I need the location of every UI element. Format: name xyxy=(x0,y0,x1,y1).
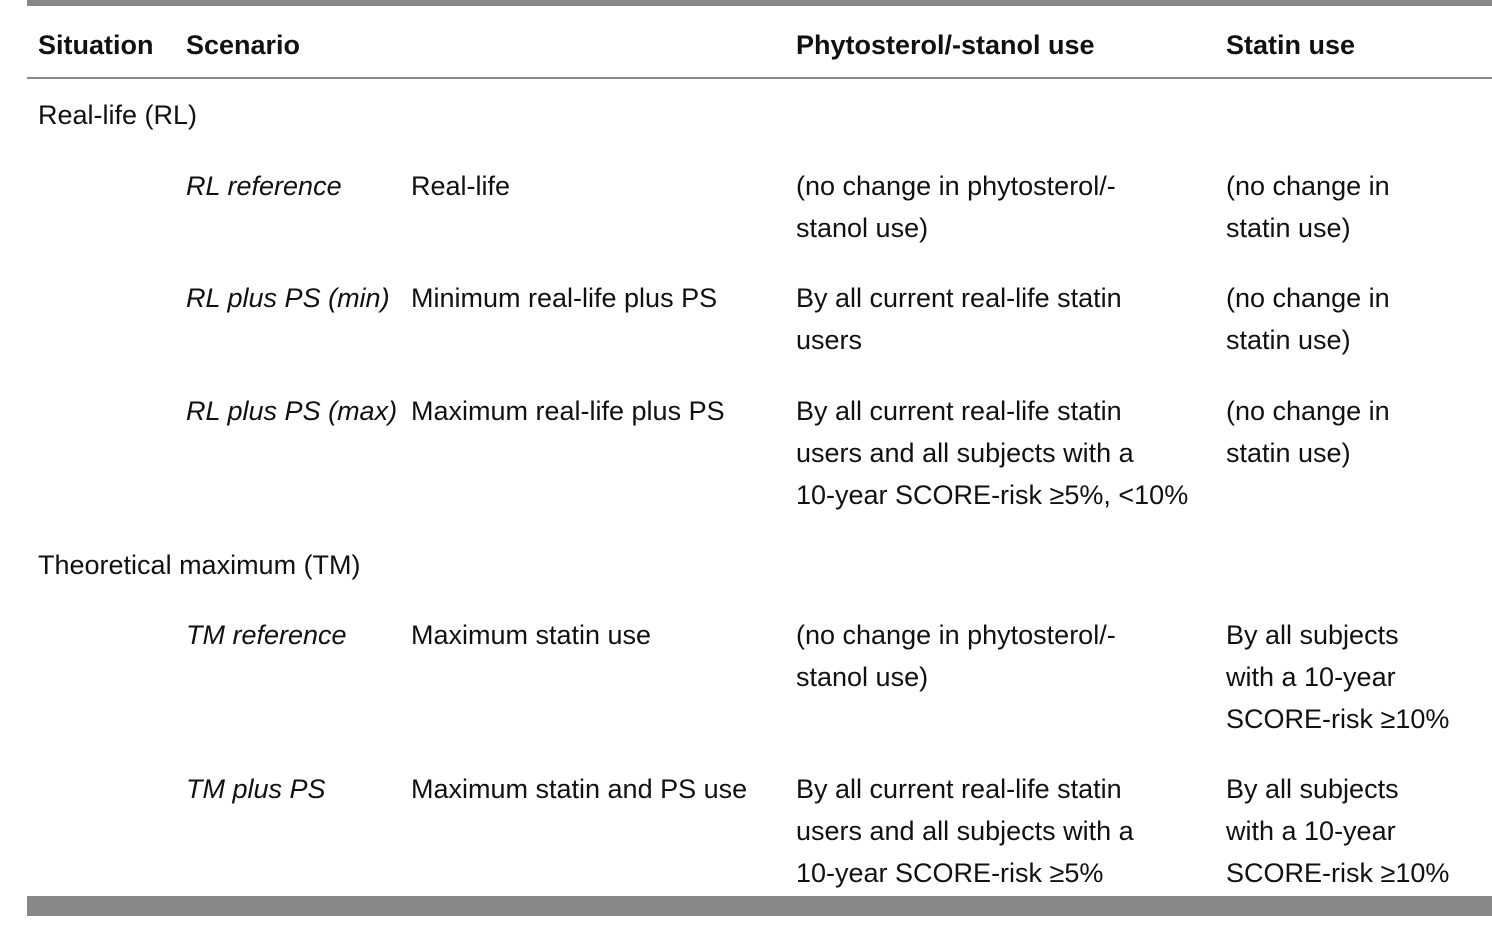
scenario-name: Real-life xyxy=(411,171,511,201)
phytosterol-use: By all current real-life statin xyxy=(796,283,1122,313)
statin-use: with a 10-year xyxy=(1226,816,1396,846)
scenario-name: Minimum real-life plus PS xyxy=(411,283,718,313)
phytosterol-use: (no change in phytosterol/- xyxy=(796,620,1116,650)
scenario-code: TM reference xyxy=(186,620,347,650)
header-scenario: Scenario xyxy=(186,30,301,60)
scenario-code: TM plus PS xyxy=(186,774,326,804)
group-label: Real-life (RL) xyxy=(38,100,198,130)
header-statin: Statin use xyxy=(1226,30,1356,60)
header-situation: Situation xyxy=(38,30,154,60)
scenario-code: RL reference xyxy=(186,171,342,201)
scenario-name: Maximum statin use xyxy=(411,620,652,650)
group-label: Theoretical maximum (TM) xyxy=(38,550,361,580)
scenario-name: Maximum real-life plus PS xyxy=(411,396,725,426)
statin-use: By all subjects xyxy=(1226,620,1399,650)
phytosterol-use: users and all subjects with a xyxy=(796,438,1134,468)
phytosterol-use: By all current real-life statin xyxy=(796,774,1122,804)
statin-use: (no change in xyxy=(1226,171,1390,201)
phytosterol-use: By all current real-life statin xyxy=(796,396,1122,426)
statin-use: with a 10-year xyxy=(1226,662,1396,692)
phytosterol-use: (no change in phytosterol/- xyxy=(796,171,1116,201)
statin-use: statin use) xyxy=(1226,438,1351,468)
phytosterol-use: stanol use) xyxy=(796,662,929,692)
statin-use: statin use) xyxy=(1226,325,1351,355)
table-bottom-rule xyxy=(27,896,1492,916)
statin-use: (no change in xyxy=(1226,396,1390,426)
statin-use: SCORE-risk ≥10% xyxy=(1226,704,1450,734)
scenario-code: RL plus PS (max) xyxy=(186,396,398,426)
phytosterol-use: 10-year SCORE-risk ≥5% xyxy=(796,858,1104,888)
statin-use: By all subjects xyxy=(1226,774,1399,804)
scenario-code: RL plus PS (min) xyxy=(186,283,390,313)
statin-use: statin use) xyxy=(1226,213,1351,243)
statin-use: SCORE-risk ≥10% xyxy=(1226,858,1450,888)
scenario-name: Maximum statin and PS use xyxy=(411,774,748,804)
phytosterol-use: users and all subjects with a xyxy=(796,816,1134,846)
phytosterol-use: stanol use) xyxy=(796,213,929,243)
header-rule xyxy=(27,77,1492,79)
phytosterol-use: 10-year SCORE-risk ≥5%, <10% xyxy=(796,480,1189,510)
statin-use: (no change in xyxy=(1226,283,1390,313)
table-top-rule xyxy=(27,0,1492,6)
phytosterol-use: users xyxy=(796,325,863,355)
header-phytosterol: Phytosterol/-stanol use xyxy=(796,30,1095,60)
